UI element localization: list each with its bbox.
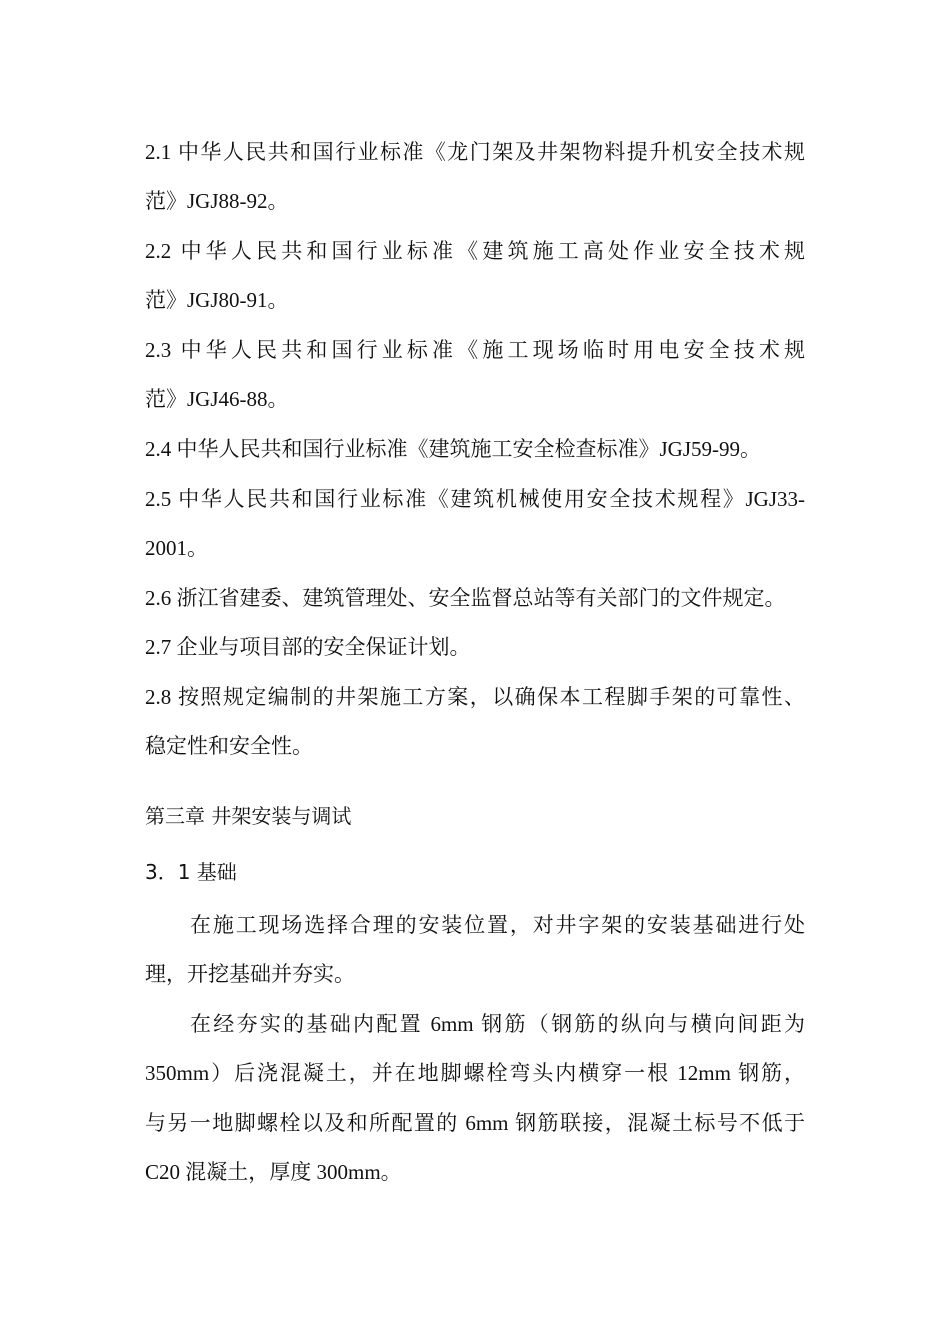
- para-1-line-1: 在施工现场选择合理的安装位置，对井字架的安装基础进行处: [190, 913, 805, 937]
- para-1-line-2: 理，开挖基础并夯实。: [145, 962, 355, 986]
- ref-2-1-line-2: 范》JGJ88-92。: [145, 189, 289, 213]
- chapter-title: 第三章 井架安装与调试: [145, 804, 352, 828]
- ref-2-2-line-2: 范》JGJ80-91。: [145, 288, 289, 312]
- para-2-line-4: C20 混凝土，厚度 300mm。: [145, 1160, 402, 1184]
- section-title: 3．1 基础: [145, 860, 237, 884]
- ref-2-4-line-1: 2.4 中华人民共和国行业标准《建筑施工安全检查标准》JGJ59-99。: [145, 437, 762, 461]
- ref-2-7-line-1: 2.7 企业与项目部的安全保证计划。: [145, 635, 471, 659]
- para-2-line-2: 350mm）后浇混凝土，并在地脚螺栓弯头内横穿一根 12mm 钢筋，: [145, 1061, 805, 1085]
- ref-2-5-line-1: 2.5 中华人民共和国行业标准《建筑机械使用安全技术规程》JGJ33-: [145, 487, 805, 511]
- ref-2-5-line-2: 2001。: [145, 536, 208, 560]
- ref-2-1-line-1: 2.1 中华人民共和国行业标准《龙门架及井架物料提升机安全技术规: [145, 140, 805, 164]
- ref-2-3-line-1: 2.3 中华人民共和国行业标准《施工现场临时用电安全技术规: [145, 338, 805, 362]
- para-2-line-1: 在经夯实的基础内配置 6mm 钢筋（钢筋的纵向与横向间距为: [190, 1012, 805, 1036]
- ref-2-8-line-2: 稳定性和安全性。: [145, 734, 313, 758]
- ref-2-8-line-1: 2.8 按照规定编制的井架施工方案，以确保本工程脚手架的可靠性、: [145, 685, 805, 709]
- ref-2-3-line-2: 范》JGJ46-88。: [145, 387, 289, 411]
- ref-2-6-line-1: 2.6 浙江省建委、建筑管理处、安全监督总站等有关部门的文件规定。: [145, 586, 786, 610]
- ref-2-2-line-1: 2.2 中华人民共和国行业标准《建筑施工高处作业安全技术规: [145, 239, 805, 263]
- para-2-line-3: 与另一地脚螺栓以及和所配置的 6mm 钢筋联接，混凝土标号不低于: [145, 1111, 805, 1135]
